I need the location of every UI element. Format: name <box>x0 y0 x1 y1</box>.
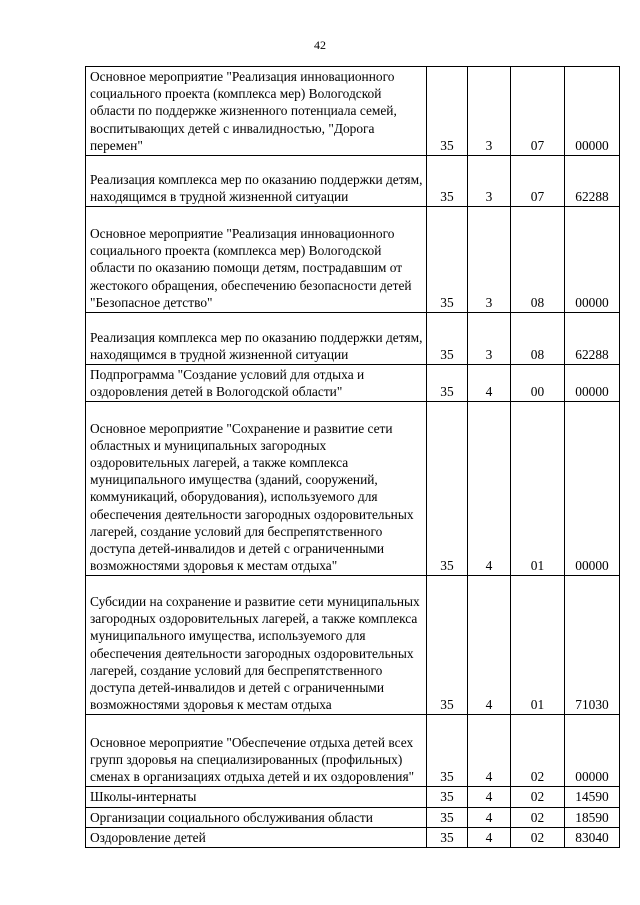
row-code-1-cell: 35 <box>427 207 468 313</box>
row-code-1-cell: 35 <box>427 715 468 787</box>
row-name-cell: Школы-интернаты <box>86 787 427 807</box>
table-row <box>86 156 620 207</box>
row-code-3-cell: 00 <box>511 365 565 402</box>
row-code-3-cell: 07 <box>511 67 565 156</box>
row-code-4-cell: 83040 <box>565 827 620 847</box>
row-code-2-cell: 4 <box>468 365 511 402</box>
table-row <box>86 827 620 847</box>
row-code-1-cell: 35 <box>427 67 468 156</box>
table-row <box>86 365 620 402</box>
row-code-4-cell: 18590 <box>565 807 620 827</box>
row-code-3-cell: 02 <box>511 787 565 807</box>
row-name-cell: Реализация комплекса мер по оказанию поддержки детям, находящимся в трудной жизненной ситуации <box>86 156 427 207</box>
row-code-2-cell: 4 <box>468 402 511 576</box>
row-code-2-cell: 3 <box>468 313 511 365</box>
row-code-2-cell: 4 <box>468 715 511 787</box>
row-code-1-cell: 35 <box>427 576 468 715</box>
row-code-1-cell: 35 <box>427 827 468 847</box>
row-code-1-cell: 35 <box>427 402 468 576</box>
row-code-3-cell: 08 <box>511 207 565 313</box>
row-name-cell: Оздоровление детей <box>86 827 427 847</box>
row-code-2-cell: 3 <box>468 67 511 156</box>
page-number: 42 <box>314 38 326 52</box>
row-name-cell: Основное мероприятие "Обеспечение отдыха детей всех групп здоровья на специализированных (профильных) сменах в организациях отдыха детей и их оздоровления" <box>86 715 427 787</box>
row-code-3-cell: 01 <box>511 402 565 576</box>
row-code-4-cell: 00000 <box>565 402 620 576</box>
row-code-3-cell: 02 <box>511 827 565 847</box>
row-code-4-cell: 00000 <box>565 207 620 313</box>
row-code-3-cell: 02 <box>511 807 565 827</box>
row-code-3-cell: 08 <box>511 313 565 365</box>
row-name-cell: Основное мероприятие "Сохранение и развитие сети областных и муниципальных загородных оздоровительных лагерей, а также комплекса муниципального имущества (зданий, сооружений, коммуникаций, оборудования), используемого для обеспечения деятельности загородных оздоровительных лагерей, создание условий для беспрепятственного доступа детей-инвалидов и детей с ограниченными возможностями здоровья к местам отдыха" <box>86 402 427 576</box>
table-row <box>86 715 620 787</box>
row-name-cell: Реализация комплекса мер по оказанию поддержки детям, находящимся в трудной жизненной ситуации <box>86 313 427 365</box>
row-code-1-cell: 35 <box>427 156 468 207</box>
budget-classification-table <box>85 66 620 848</box>
table-row <box>86 576 620 715</box>
row-code-3-cell: 01 <box>511 576 565 715</box>
table-body <box>86 67 620 848</box>
row-code-2-cell: 4 <box>468 827 511 847</box>
row-name-cell: Подпрограмма "Создание условий для отдыха и оздоровления детей в Вологодской области" <box>86 365 427 402</box>
table-row <box>86 207 620 313</box>
row-code-2-cell: 3 <box>468 156 511 207</box>
row-name-cell: Основное мероприятие "Реализация инновационного социального проекта (комплекса мер) Вологодской области по поддержке жизненного потенциала семей, воспитывающих детей с инвалидностью, "Дорога перемен" <box>86 67 427 156</box>
row-code-4-cell: 00000 <box>565 715 620 787</box>
row-code-1-cell: 35 <box>427 313 468 365</box>
row-code-2-cell: 3 <box>468 207 511 313</box>
table-row <box>86 67 620 156</box>
row-code-1-cell: 35 <box>427 807 468 827</box>
row-code-4-cell: 14590 <box>565 787 620 807</box>
row-name-cell: Субсидии на сохранение и развитие сети муниципальных загородных оздоровительных лагерей, а также комплекса муниципального имущества, используемого для обеспечения деятельности загородных оздоровительных лагерей, создание условий для беспрепятственного доступа детей-инвалидов и детей с ограниченными возможностями здоровья к местам отдыха <box>86 576 427 715</box>
table-row <box>86 313 620 365</box>
row-name-cell: Организации социального обслуживания области <box>86 807 427 827</box>
row-code-2-cell: 4 <box>468 807 511 827</box>
row-code-4-cell: 62288 <box>565 313 620 365</box>
row-code-4-cell: 71030 <box>565 576 620 715</box>
row-name-cell: Основное мероприятие "Реализация инновационного социального проекта (комплекса мер) Вологодской области по оказанию помощи детям, пострадавшим от жестокого обращения, обеспечению безопасности детей "Безопасное детство" <box>86 207 427 313</box>
row-code-3-cell: 02 <box>511 715 565 787</box>
table-row <box>86 807 620 827</box>
table-row <box>86 402 620 576</box>
row-code-2-cell: 4 <box>468 787 511 807</box>
row-code-1-cell: 35 <box>427 787 468 807</box>
row-code-4-cell: 00000 <box>565 365 620 402</box>
row-code-2-cell: 4 <box>468 576 511 715</box>
row-code-4-cell: 62288 <box>565 156 620 207</box>
row-code-1-cell: 35 <box>427 365 468 402</box>
row-code-4-cell: 00000 <box>565 67 620 156</box>
table-row <box>86 787 620 807</box>
row-code-3-cell: 07 <box>511 156 565 207</box>
